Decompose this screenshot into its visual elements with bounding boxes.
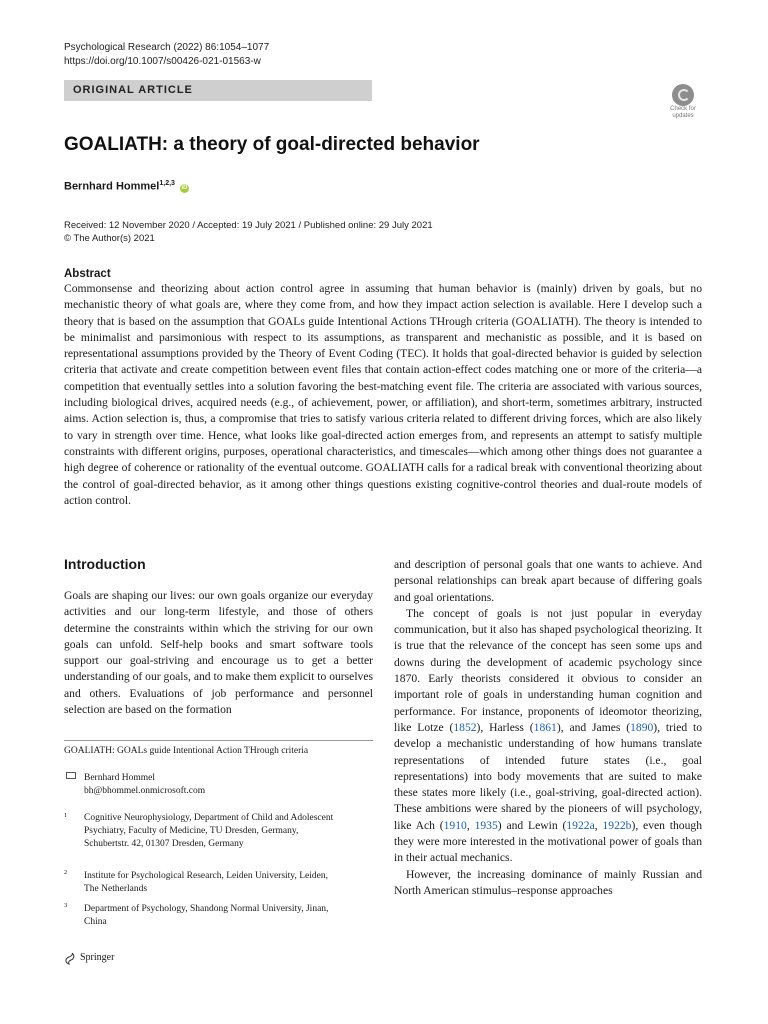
correspondence-email[interactable]: bh@bhommel.onmicrosoft.com bbox=[84, 786, 206, 796]
introduction-heading: Introduction bbox=[64, 556, 146, 572]
affiliation-2: Institute for Psychological Research, Leiden University, Leiden, The Netherlands bbox=[84, 871, 328, 894]
affiliation-number: 3 bbox=[64, 902, 68, 909]
text-run: , bbox=[594, 818, 603, 832]
check-for-updates-badge[interactable] bbox=[664, 84, 702, 124]
footnote-text: GOALIATH: GOALs guide Intentional Action THrough criteria bbox=[64, 746, 309, 756]
intro-paragraph-2 bbox=[394, 606, 702, 867]
affiliation-1: Cognitive Neurophysiology, Department of Child and Adolescent Psychiatry, Faculty of Medicine, TU Dresden, Germany, Schubertstr. 42, 01307 Dresden, Germany bbox=[84, 813, 334, 849]
journal-citation bbox=[64, 41, 269, 69]
text-run: ), and James ( bbox=[556, 720, 631, 734]
intro-paragraph-1: Goals are shaping our lives: our own goals organize our everyday activities and our long-term lifestyle, and those of others determine the constraints within which the striving for our own goals can unfold. Self-help books and smart software tools support our goal-striving and encourage us to get a better understanding of our goals, and to make them explicit to ourselves and others. Evaluations of job performance and personnel selection are based on the formation bbox=[64, 589, 373, 717]
intro-paragraph-3: However, the increasing dominance of mainly Russian and North American stimulus–response approaches bbox=[394, 867, 702, 897]
check-updates-icon bbox=[672, 84, 694, 106]
affiliation-marker-3 bbox=[64, 899, 67, 912]
affiliation-marker-1 bbox=[64, 809, 67, 822]
citation-link[interactable]: 1935 bbox=[474, 818, 498, 832]
author-line bbox=[64, 180, 189, 193]
citation-link[interactable]: 1852 bbox=[453, 720, 477, 734]
correspondence-name: Bernhard Hommel bbox=[84, 773, 155, 783]
author-name: Bernhard Hommel bbox=[64, 180, 160, 193]
footnote-divider bbox=[64, 740, 373, 741]
left-column bbox=[64, 588, 373, 718]
text-run: , bbox=[466, 818, 475, 832]
article-type-label: ORIGINAL ARTICLE bbox=[73, 84, 193, 96]
text-run: ), even though they were more interested in the motivational power of goals than in their actual mechanics. bbox=[394, 818, 702, 865]
abstract-heading: Abstract bbox=[64, 268, 111, 280]
intro-paragraph-continued: and description of personal goals that one wants to achieve. And personal relationships can break apart because of differing goals and goal orientations. bbox=[394, 558, 702, 604]
right-column bbox=[394, 557, 702, 899]
affiliation-marker-2 bbox=[64, 866, 67, 879]
correspondence bbox=[84, 772, 205, 798]
check-updates-text-2: updates bbox=[672, 113, 694, 119]
orcid-icon[interactable]: iD bbox=[181, 184, 188, 191]
copyright-line: © The Author(s) 2021 bbox=[64, 233, 155, 244]
citation-link[interactable]: 1890 bbox=[630, 720, 654, 734]
publication-dates bbox=[64, 219, 433, 245]
check-updates-text-1: Check for bbox=[670, 106, 696, 112]
publisher-name: Springer bbox=[80, 952, 115, 963]
paper-title: GOALIATH: a theory of goal-directed behavior bbox=[64, 134, 480, 155]
date-history: Received: 12 November 2020 / Accepted: 19 July 2021 / Published online: 29 July 2021 bbox=[64, 220, 433, 231]
affiliation-3: Department of Psychology, Shandong Normal University, Jinan, China bbox=[84, 904, 329, 927]
article-type-banner bbox=[64, 80, 372, 101]
springer-logo-icon bbox=[64, 953, 76, 965]
author-affiliation-marks: 1,2,3 bbox=[159, 180, 175, 187]
text-run: ), Harless ( bbox=[476, 720, 534, 734]
citation-link[interactable]: 1922b bbox=[602, 818, 632, 832]
envelope-icon bbox=[66, 772, 76, 779]
text-run: The concept of goals is not just popular in everyday communication, but it also has shaped psychological theorizing. It is true that the relevance of the concept has seen some ups and downs during the development of academic psychology since 1870. Early theorists considered it obvious to consider an important role of goals in understanding human cognition and performance. For instance, proponents of ideomotor theorizing, like Lotze ( bbox=[394, 606, 702, 734]
doi-link[interactable]: https://doi.org/10.1007/s00426-021-01563-w bbox=[64, 56, 261, 67]
text-run: ) and Lewin ( bbox=[497, 818, 567, 832]
affiliation-number: 1 bbox=[64, 812, 68, 819]
journal-line: Psychological Research (2022) 86:1054–1077 bbox=[64, 42, 270, 53]
citation-link[interactable]: 1910 bbox=[443, 818, 467, 832]
text-run: ), tried to develop a mechanistic understanding of how humans translate representations of intended future states (i.e., goal representations) into body movements that are suited to make these states more likely (i.e., goal-striving, goal-directed action). These ambitions were shared by the pioneers of will psychology, like Ach ( bbox=[394, 720, 703, 832]
citation-link[interactable]: 1922a bbox=[566, 818, 595, 832]
citation-link[interactable]: 1861 bbox=[533, 720, 557, 734]
abstract-text: Commonsense and theorizing about action control agree in assuming that human behavior is (mainly) driven by goals, but no mechanistic theory of what goals are, where they come from, and how they impact action selection is available. Here I develop such a theory that is based on the assumption that GOALs guide Intentional Actions THrough criteria (GOALIATH). The theory is intended to be minimalist and parsimonious with respect to its assumptions, as transparent and mechanistic as possible, and it is based on representational assumptions provided by the Theory of Event Coding (TEC). It holds that goal-directed behavior is guided by selection criteria that activate and create competition between event files that contain action-effect codes matching one or more of the criteria—a competition that eventually settles into a solution favoring the best-matching event file. The criteria are associated with various sources, including biological drives, acquired needs (e.g., of achievement, power, or affiliation), and short-term, sometimes arbitrary, instructed aims. Action selection is, thus, a compromise that tries to satisfy various criteria related to different driving forces, which are also likely to vary in strength over time. Hence, what looks like goal-directed action emerges from, and represents an attempt to satisfy multiple constraints with different origins, purposes, operational characteristics, and timescales—which among other things does not guarantee a high degree of coherence or rationality of the eventual outcome. GOALIATH calls for a radical break with conventional theorizing about the control of goal-directed behavior, as it among other things questions existing cognitive-control theories and dual-route models of action control. bbox=[64, 282, 702, 507]
affiliation-number: 2 bbox=[64, 869, 68, 876]
